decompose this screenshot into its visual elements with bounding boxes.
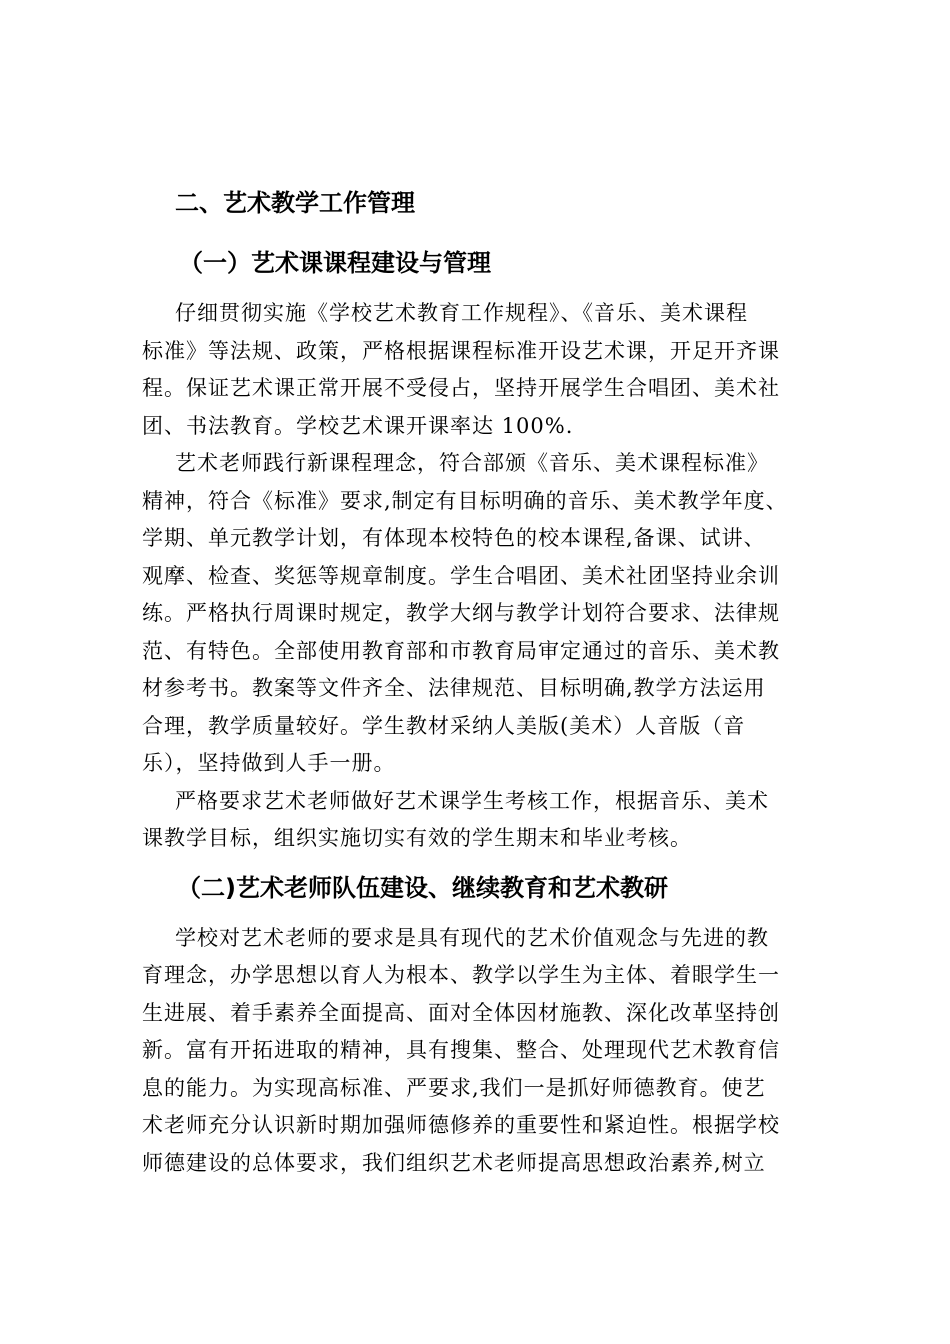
paragraph-line: 范、有特色。全部使用教育部和市教育局审定通过的音乐、美术教 — [142, 638, 780, 663]
paragraph-line: 团、书法教育。学校艺术课开课率达 100%. — [142, 413, 574, 438]
paragraph-line: 息的能力。为实现高标准、严要求,我们一是抓好师德教育。使艺 — [142, 1075, 766, 1100]
paragraph-line: 艺术老师践行新课程理念，符合部颁《音乐、美术课程标准》 — [175, 451, 769, 475]
paragraph-line: 材参考书。教案等文件齐全、法律规范、目标明确,教学方法运用 — [142, 676, 766, 700]
paragraph-line: 师德建设的总体要求，我们组织艺术老师提高思想政治素养,树立 — [142, 1150, 766, 1175]
paragraph-line: 标准》等法规、政策，严格根据课程标准开设艺术课，开足开齐课 — [142, 338, 780, 363]
paragraph-line: 课教学目标，组织实施切实有效的学生期末和毕业考核。 — [142, 826, 692, 850]
paragraph-line: 严格要求艺术老师做好艺术课学生考核工作，根据音乐、美术 — [175, 788, 769, 813]
paragraph-4 — [142, 920, 835, 1183]
paragraph-line: 育理念，办学思想以育人为根本、教学以学生为主体、着眼学生一 — [142, 963, 780, 987]
paragraph-3 — [142, 783, 835, 858]
paragraph-line: 学校对艺术老师的要求是具有现代的艺术价值观念与先进的教 — [175, 925, 769, 950]
paragraph-2 — [142, 445, 835, 783]
paragraph-line: 学期、单元教学计划，有体现本校特色的校本课程,备课、试讲、 — [142, 526, 766, 550]
document-body — [142, 185, 835, 1182]
paragraph-line: 术老师充分认识新时期加强师德修养的重要性和紧迫性。根据学校 — [142, 1113, 780, 1137]
paragraph-line: 合理，教学质量较好。学生教材采纳人美版(美术）人音版（音 — [142, 713, 746, 738]
paragraph-line: 观摩、检查、奖惩等规章制度。学生合唱团、美术社团坚持业余训 — [142, 563, 780, 588]
paragraph-line: 生进展、着手素养全面提高、面对全体因材施教、深化改革坚持创 — [142, 1000, 780, 1025]
paragraph-line: 新。富有开拓进取的精神，具有搜集、整合、处理现代艺术教育信 — [142, 1038, 780, 1062]
paragraph-line: 程。保证艺术课正常开展不受侵占，坚持开展学生合唱团、美术社 — [142, 376, 780, 400]
paragraph-line: 精神，符合《标准》要求,制定有目标明确的音乐、美术教学年度、 — [142, 488, 788, 513]
paragraph-line: 乐），坚持做到人手一册。 — [142, 751, 396, 775]
subsection-title-2: （二)艺术老师队伍建设、继续教育和艺术教研 — [177, 873, 668, 902]
subsection-title-1: （一）艺术课课程建设与管理 — [179, 249, 491, 277]
section-title: 二、艺术教学工作管理 — [175, 189, 415, 217]
paragraph-line: 仔细贯彻实施《学校艺术教育工作规程》、《音乐、美术课程 — [175, 301, 748, 325]
paragraph-line: 练。严格执行周课时规定，教学大纲与教学计划符合要求、法律规 — [142, 601, 780, 625]
paragraph-1 — [142, 295, 835, 445]
